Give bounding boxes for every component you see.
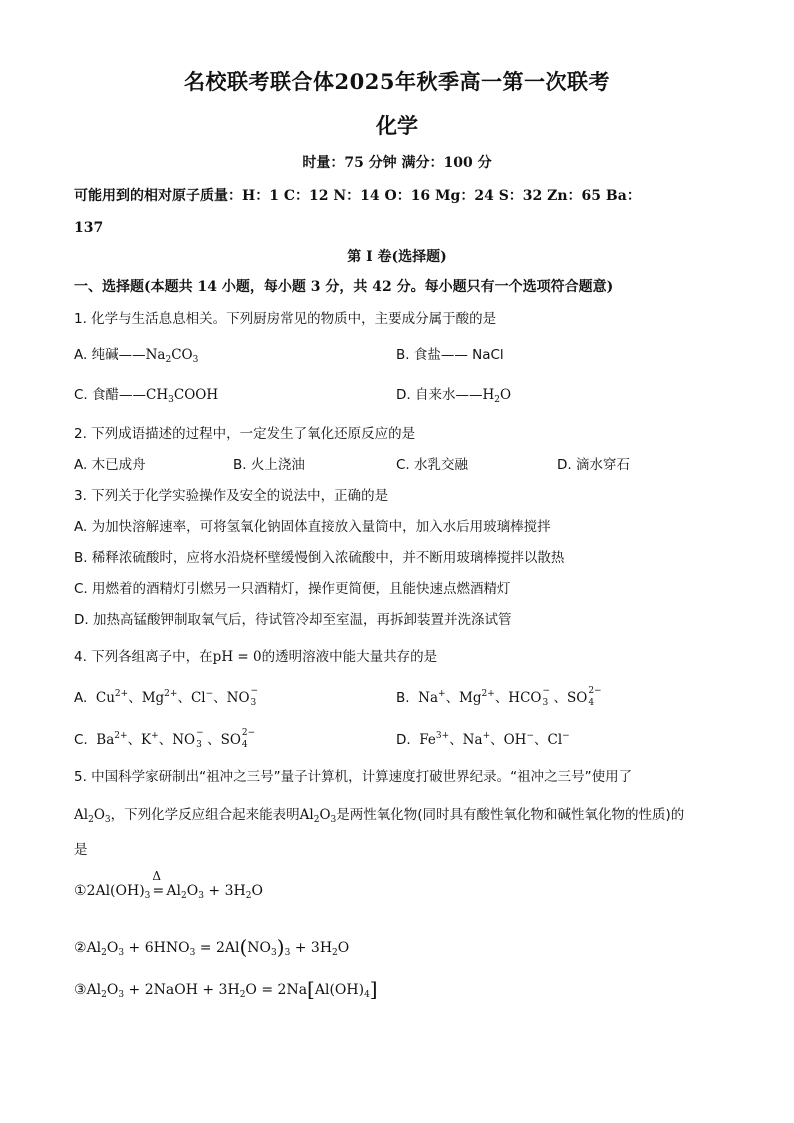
formula-h2o: $H_2O$ xyxy=(482,387,512,405)
question-2-option-b: B. 火上浇油 xyxy=(233,457,305,473)
question-5-stem-line-3: 是 xyxy=(74,842,88,858)
question-2-option-a: A. 木已成舟 xyxy=(74,457,146,473)
question-1-option-b: B. 食盐—— NaCl xyxy=(396,347,504,363)
question-3-option-a: A. 为加快溶解速率，可将氢氧化钠固体直接放入量筒中，加入水后用玻璃棒搅拌 xyxy=(74,519,551,535)
question-4-option-a: A. $Cu^{2+}$、$Mg^{2+}$、Cl−、NO − 3 xyxy=(74,686,262,706)
exam-meta: 时量：75 分钟 满分：100 分 xyxy=(302,155,492,171)
ions-c: $Ba^{2+}$、K+、NO − 3 、SO 2− 4 xyxy=(92,728,256,750)
question-3-option-d: D. 加热高锰酸钾制取氧气后，待试管冷却至室温，再拆卸装置并洗涤试管 xyxy=(74,612,512,628)
question-4-option-d: D. $Fe^{3+}$、Na+、OH−、Cl− xyxy=(396,731,570,748)
atomic-mass-line-1: 可能用到的相对原子质量：H：1 C：12 N：14 O：16 Mg：24 S：32 Zn：65 Ba： xyxy=(74,188,641,204)
question-2-stem: 2. 下列成语描述的过程中，一定发生了氧化还原反应的是 xyxy=(74,426,416,442)
question-5-stem-line-2: $Al_2O_3$，下列化学反应组合起来能表明$Al_2O_3$是两性氧化物(同时具有酸性氧化物和碱性氧化物的性质)的 xyxy=(74,807,685,825)
heat-symbol: Δ = xyxy=(152,869,165,899)
atomic-mass-line-2: 137 xyxy=(74,220,104,236)
subject-title: 化学 xyxy=(376,113,418,138)
equation-1: $①2Al(OH)_3$ Δ = $Al_2O_3 + 3H_2O$ xyxy=(74,869,263,901)
ph-condition: pH = 0 xyxy=(212,649,262,665)
ions-d: $Fe^{3+}$、Na+、OH−、Cl− xyxy=(414,731,570,748)
question-3-option-b: B. 稀释浓硫酸时，应将水沿烧杯壁缓慢倒入浓硫酸中，并不断用玻璃棒搅拌以散热 xyxy=(74,550,565,566)
section-heading: 一、选择题(本题共 14 小题，每小题 3 分，共 42 分。每小题只有一个选项符合题意) xyxy=(74,279,614,295)
question-1-option-d: D. 自来水$——H_2O$ xyxy=(396,387,512,405)
formula-al2o3: $Al_2O_3$ xyxy=(74,807,111,825)
question-1-option-a: A. 纯碱$——Na_2CO_3$ xyxy=(74,347,199,365)
equation-3: $③Al_2O_3$ + 2NaOH + $3H_2O = 2Na[Al(OH)_4]$ xyxy=(74,977,378,1001)
question-3-stem: 3. 下列关于化学实验操作及安全的说法中，正确的是 xyxy=(74,488,389,504)
question-4-option-c: C. $Ba^{2+}$、K+、NO − 3 、SO 2− 4 xyxy=(74,728,256,750)
atomic-mass-note xyxy=(74,180,734,244)
question-4-stem: 4. 下列各组离子中，在pH = 0的透明溶液中能大量共存的是 xyxy=(74,649,438,665)
question-3-option-c: C. 用燃着的酒精灯引燃另一只酒精灯，操作更简便，且能快速点燃酒精灯 xyxy=(74,581,511,597)
question-1-stem: 1. 化学与生活息息相关。下列厨房常见的物质中，主要成分属于酸的是 xyxy=(74,311,497,327)
exam-title: 名校联考联合体2025年秋季高一第一次联考 xyxy=(184,69,610,94)
question-1-option-c: C. 食醋$——CH_3COOH$ xyxy=(74,387,219,405)
equation-2: $②Al_2O_3 + 6HNO_3 = 2Al(NO_3)_3 + 3H_2O$ xyxy=(74,935,350,959)
question-2-option-c: C. 水乳交融 xyxy=(396,457,469,473)
formula-na2co3: $Na_2CO_3$ xyxy=(145,347,199,365)
question-2-option-d: D. 滴水穿石 xyxy=(557,457,630,473)
question-4-option-b: B. Na+、$Mg^{2+}$、HCO − 3 、SO 2− 4 xyxy=(396,686,602,708)
volume-title: 第 I 卷(选择题) xyxy=(347,249,447,265)
formula-ch3cooh: $CH_3COOH$ xyxy=(146,387,219,405)
question-5-stem-line-1: 5. 中国科学家研制出“祖冲之三号”量子计算机，计算速度打破世界纪录。“祖冲之三号”使用了 xyxy=(74,769,633,785)
ions-a: $Cu^{2+}$、$Mg^{2+}$、Cl−、NO − 3 xyxy=(91,686,259,708)
formula-al2o3-2: $Al_2O_3$ xyxy=(299,807,337,825)
ions-b: Na+、$Mg^{2+}$、HCO − 3 、SO 2− 4 xyxy=(413,686,602,708)
